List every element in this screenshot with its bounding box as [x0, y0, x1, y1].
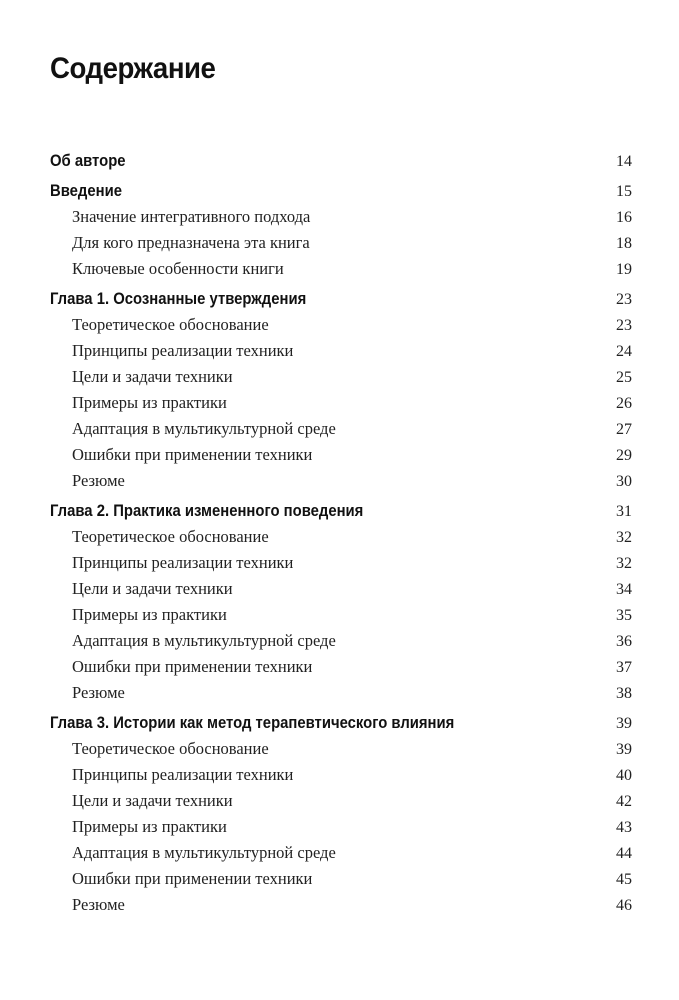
toc-entry	[50, 364, 632, 390]
toc-entry-page: 16	[616, 209, 632, 226]
toc-entry	[50, 416, 632, 442]
toc-entry-page: 26	[616, 395, 632, 412]
toc-entry-label: Глава 2. Практика измененного поведения	[50, 502, 364, 520]
toc-entry-page: 31	[616, 503, 632, 520]
toc-entry-page: 39	[616, 715, 632, 732]
toc-entry-label: Ключевые особенности книги	[72, 259, 284, 278]
toc-entry-label: Принципы реализации техники	[72, 765, 294, 784]
toc-entry-label: Глава 1. Осознанные утверждения	[50, 290, 307, 308]
toc-entry-page: 30	[616, 473, 632, 490]
toc-entry-page: 14	[616, 153, 632, 170]
toc-entry	[50, 762, 632, 788]
toc-entry	[50, 550, 632, 576]
toc-entry-page: 29	[616, 447, 632, 464]
toc-entry	[50, 628, 632, 654]
page-title: Содержание	[50, 52, 216, 85]
toc-entry	[50, 204, 632, 230]
toc-entry-label: Цели и задачи техники	[72, 579, 233, 598]
toc-entry-label: Ошибки при применении техники	[72, 869, 313, 888]
toc-entry	[50, 602, 632, 628]
table-of-contents	[50, 148, 632, 918]
toc-entry	[50, 680, 632, 706]
toc-entry-page: 27	[616, 421, 632, 438]
toc-entry-page: 32	[616, 555, 632, 572]
toc-entry-page: 23	[616, 291, 632, 308]
toc-entry-page: 15	[616, 183, 632, 200]
toc-entry	[50, 814, 632, 840]
toc-entry-label: Примеры из практики	[72, 817, 227, 836]
toc-entry-page: 42	[616, 793, 632, 810]
toc-entry-label: Об авторе	[50, 152, 126, 170]
toc-entry-page: 39	[616, 741, 632, 758]
toc-entry-page: 34	[616, 581, 632, 598]
toc-entry-label: Примеры из практики	[72, 605, 227, 624]
toc-entry-page: 24	[616, 343, 632, 360]
toc-entry-about-author	[50, 148, 632, 174]
toc-entry-chapter-1	[50, 286, 632, 312]
toc-entry-label: Адаптация в мультикультурной среде	[72, 843, 336, 862]
toc-entry-label: Введение	[50, 182, 122, 200]
toc-entry-chapter-3	[50, 710, 632, 736]
toc-entry-page: 25	[616, 369, 632, 386]
toc-entry-label: Принципы реализации техники	[72, 341, 294, 360]
toc-entry-page: 19	[616, 261, 632, 278]
toc-entry	[50, 576, 632, 602]
toc-entry-page: 38	[616, 685, 632, 702]
toc-entry-page: 32	[616, 529, 632, 546]
toc-entry-label: Адаптация в мультикультурной среде	[72, 419, 336, 438]
toc-entry	[50, 654, 632, 680]
toc-entry-label: Примеры из практики	[72, 393, 227, 412]
toc-entry-page: 35	[616, 607, 632, 624]
toc-entry-page: 46	[616, 897, 632, 914]
toc-entry	[50, 256, 632, 282]
toc-entry-label: Резюме	[72, 895, 125, 914]
toc-entry-label: Цели и задачи техники	[72, 791, 233, 810]
toc-entry-label: Теоретическое обоснование	[72, 739, 269, 758]
toc-entry	[50, 312, 632, 338]
toc-entry-introduction	[50, 178, 632, 204]
toc-entry-page: 18	[616, 235, 632, 252]
toc-entry-page: 45	[616, 871, 632, 888]
toc-entry-page: 23	[616, 317, 632, 334]
toc-entry	[50, 892, 632, 918]
toc-entry-label: Резюме	[72, 683, 125, 702]
toc-entry-label: Теоретическое обоснование	[72, 315, 269, 334]
toc-entry	[50, 524, 632, 550]
toc-entry-label: Значение интегративного подхода	[72, 207, 311, 226]
toc-entry-page: 40	[616, 767, 632, 784]
toc-entry-label: Резюме	[72, 471, 125, 490]
toc-entry-label: Глава 3. Истории как метод терапевтического влияния	[50, 714, 455, 732]
toc-entry-label: Ошибки при применении техники	[72, 445, 313, 464]
toc-entry-page: 44	[616, 845, 632, 862]
toc-entry-label: Ошибки при применении техники	[72, 657, 313, 676]
toc-entry-page: 37	[616, 659, 632, 676]
toc-entry-page: 43	[616, 819, 632, 836]
toc-entry	[50, 338, 632, 364]
toc-entry	[50, 736, 632, 762]
toc-entry	[50, 390, 632, 416]
toc-entry	[50, 230, 632, 256]
toc-entry-label: Принципы реализации техники	[72, 553, 294, 572]
toc-entry-chapter-2	[50, 498, 632, 524]
toc-entry-page: 36	[616, 633, 632, 650]
toc-entry	[50, 442, 632, 468]
toc-entry-label: Теоретическое обоснование	[72, 527, 269, 546]
toc-entry	[50, 788, 632, 814]
toc-entry-label: Адаптация в мультикультурной среде	[72, 631, 336, 650]
toc-entry	[50, 866, 632, 892]
toc-entry	[50, 840, 632, 866]
toc-entry-label: Для кого предназначена эта книга	[72, 233, 310, 252]
toc-entry-label: Цели и задачи техники	[72, 367, 233, 386]
toc-entry	[50, 468, 632, 494]
